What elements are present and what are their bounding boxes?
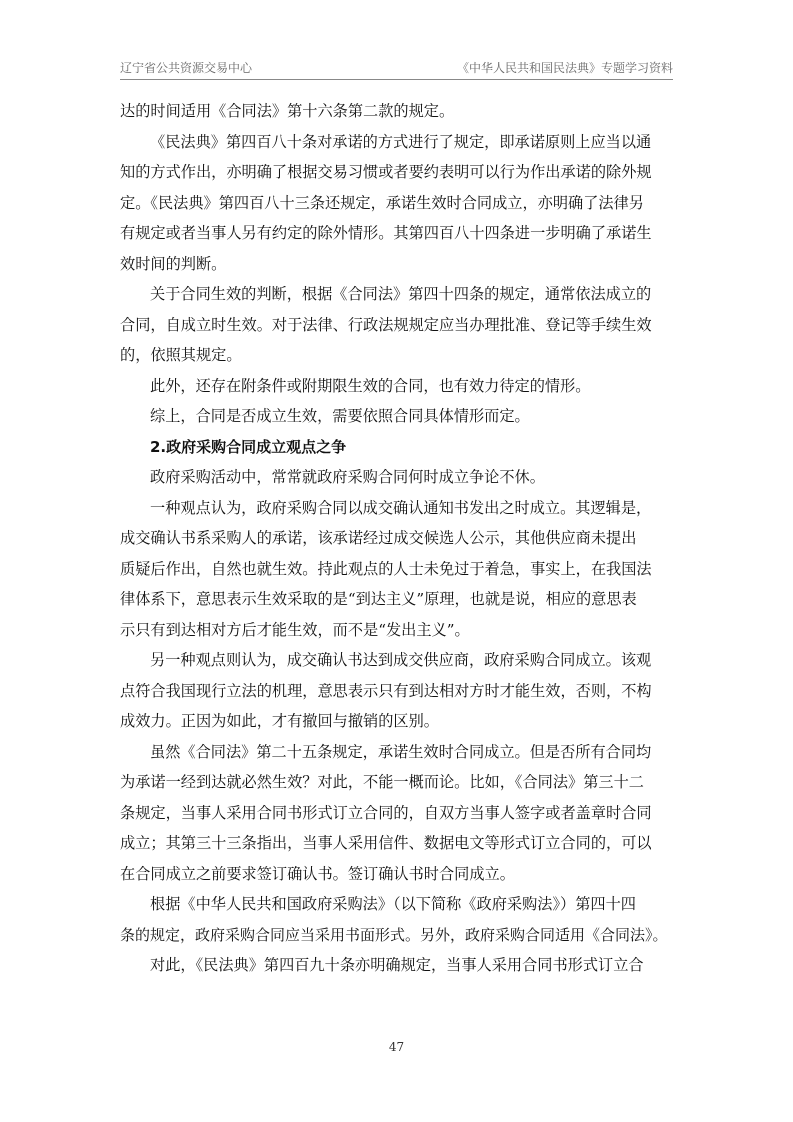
body-line: 《民法典》第四百八十条对承诺的方式进行了规定，即承诺原则上应当以通 <box>150 132 652 151</box>
body-line: 知的方式作出，亦明确了根据交易习惯或者要约表明可以行为作出承诺的除外规 <box>120 163 652 181</box>
body-line: 的，依照其规定。 <box>120 346 242 364</box>
header-org-name: 辽宁省公共资源交易中心 <box>120 61 253 75</box>
body-line: 另一种观点则认为，成交确认书达到成交供应商，政府采购合同成立。该观 <box>150 651 652 669</box>
body-line: 成效力。正因为如此，才有撤回与撤销的区别。 <box>120 712 439 730</box>
body-line: 条规定，当事人采用合同书形式订立合同的，自双方当事人签字或者盖章时合同 <box>120 803 652 822</box>
body-line: 关于合同生效的判断，根据《合同法》第四十四条的规定，通常依法成立的 <box>150 285 652 303</box>
header-divider <box>120 79 673 80</box>
body-line: 根据《中华人民共和国政府采购法》（以下简称《政府采购法》）第四十四 <box>150 895 636 913</box>
header-document-title: 《中华人民共和国民法典》专题学习资料 <box>456 61 673 75</box>
body-line: 合同，自成立时生效。对于法律、行政法规规定应当办理批准、登记等手续生效 <box>120 315 652 334</box>
body-line: 条的规定，政府采购合同应当采用书面形式。另外，政府采购合同适用《合同法》。 <box>120 925 668 944</box>
body-line: 点符合我国现行立法的机理，意思表示只有到达相对方时才能生效，否则，不构 <box>120 681 652 700</box>
section-heading: 2.政府采购合同成立观点之争 <box>150 437 347 456</box>
body-line: 成立；其第三十三条指出，当事人采用信件、数据电文等形式订立合同的，可以 <box>120 834 652 852</box>
body-line: 效时间的判断。 <box>120 254 227 273</box>
body-line: 虽然《合同法》第二十五条规定，承诺生效时合同成立。但是否所有合同均 <box>150 742 652 761</box>
body-line: 律体系下，意思表示生效采取的是“到达主义”原理，也就是说，相应的意思表 <box>120 590 637 608</box>
body-line: 成交确认书系采购人的承诺，该承诺经过成交候选人公示，其他供应商未提出 <box>120 529 637 547</box>
body-line: 一种观点认为，政府采购合同以成交确认通知书发出之时成立。其逻辑是， <box>150 498 652 517</box>
body-line: 综上，合同是否成立生效，需要依照合同具体情形而定。 <box>150 407 530 425</box>
body-line: 定。《民法典》第四百八十三条还规定，承诺生效时合同成立，亦明确了法律另 <box>120 193 644 212</box>
body-line: 有规定或者当事人另有约定的除外情形。其第四百八十四条进一步明确了承诺生 <box>120 224 652 242</box>
body-line: 对此，《民法典》第四百九十条亦明确规定，当事人采用合同书形式订立合 <box>150 956 644 974</box>
body-line: 此外，还存在附条件或附期限生效的合同，也有效力待定的情形。 <box>150 376 591 395</box>
body-text <box>120 96 673 981</box>
page-header <box>120 56 673 76</box>
body-line: 为承诺一经到达就必然生效？对此，不能一概而论。比如，《合同法》第三十二 <box>120 773 644 791</box>
body-line: 质疑后作出，自然也就生效。持此观点的人士未免过于着急，事实上，在我国法 <box>120 559 652 578</box>
body-line: 示只有到达相对方后才能生效，而不是“发出主义”。 <box>120 620 470 639</box>
body-line: 达的时间适用《合同法》第十六条第二款的规定。 <box>120 102 455 120</box>
body-line: 政府采购活动中，常常就政府采购合同何时成立争论不休。 <box>150 468 545 486</box>
body-line: 在合同成立之前要求签订确认书。签订确认书时合同成立。 <box>120 864 515 883</box>
page-number: 47 <box>388 1040 405 1054</box>
